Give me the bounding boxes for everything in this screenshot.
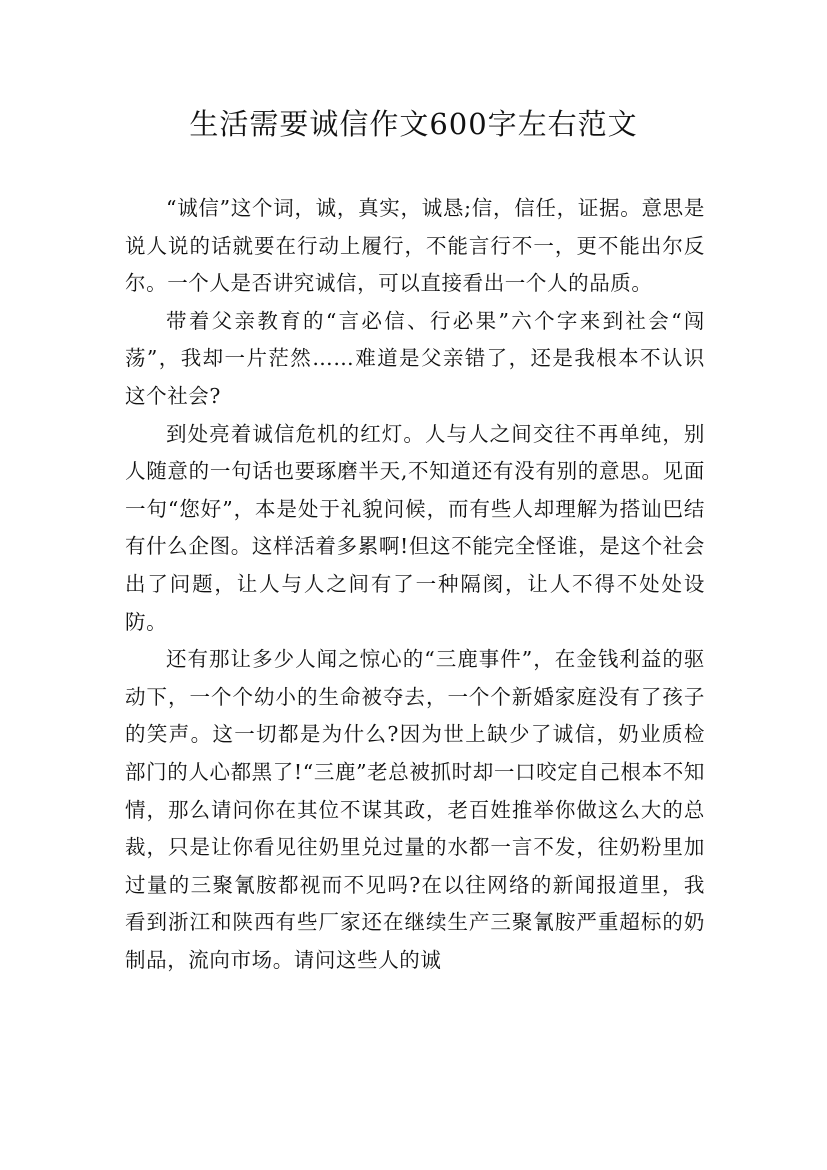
paragraph-2: 带着父亲教育的“言必信、行必果”六个字来到社会“闯荡”，我却一片茫然……难道是父亲错了，还是我根本不认识这个社会? [125,308,705,408]
document-title: 生活需要诚信作文600字左右范文 [189,107,638,141]
paragraph-4: 还有那让多少人闻之惊心的“三鹿事件”，在金钱利益的驱动下，一个个幼小的生命被夺去，一个个新婚家庭没有了孩子的笑声。这一切都是为什么?因为世上缺少了诚信，奶业质检部门的人心都黑了!“三鹿”老总被抓时却一口咬定自己根本不知情，那么请问你在其位不谋其政，老百姓推举你做这么大的总裁，只是让你看见往奶里兑过量的水都一言不发，往奶粉里加过量的三聚氰胺都视而不见吗?在以往网络的新闻报道里，我看到浙江和陕西有些厂家还在继续生产三聚氰胺严重超标的奶制品，流向市场。请问这些人的诚 [125,647,705,972]
paragraph-3: 到处亮着诚信危机的红灯。人与人之间交往不再单纯，别人随意的一句话也要琢磨半天,不知道还有没有别的意思。见面一句“您好”，本是处于礼貌问候，而有些人却理解为搭讪巴结有什么企图。这样活着多累啊!但这不能完全怪谁，是这个社会出了问题，让人与人之间有了一种隔阂，让人不得不处处设防。 [125,421,705,634]
document-body [125,190,705,979]
paragraph-1: “诚信”这个词，诚，真实，诚恳;信，信任，证据。意思是说人说的话就要在行动上履行，不能言行不一，更不能出尔反尔。一个人是否讲究诚信，可以直接看出一个人的品质。 [125,196,705,296]
